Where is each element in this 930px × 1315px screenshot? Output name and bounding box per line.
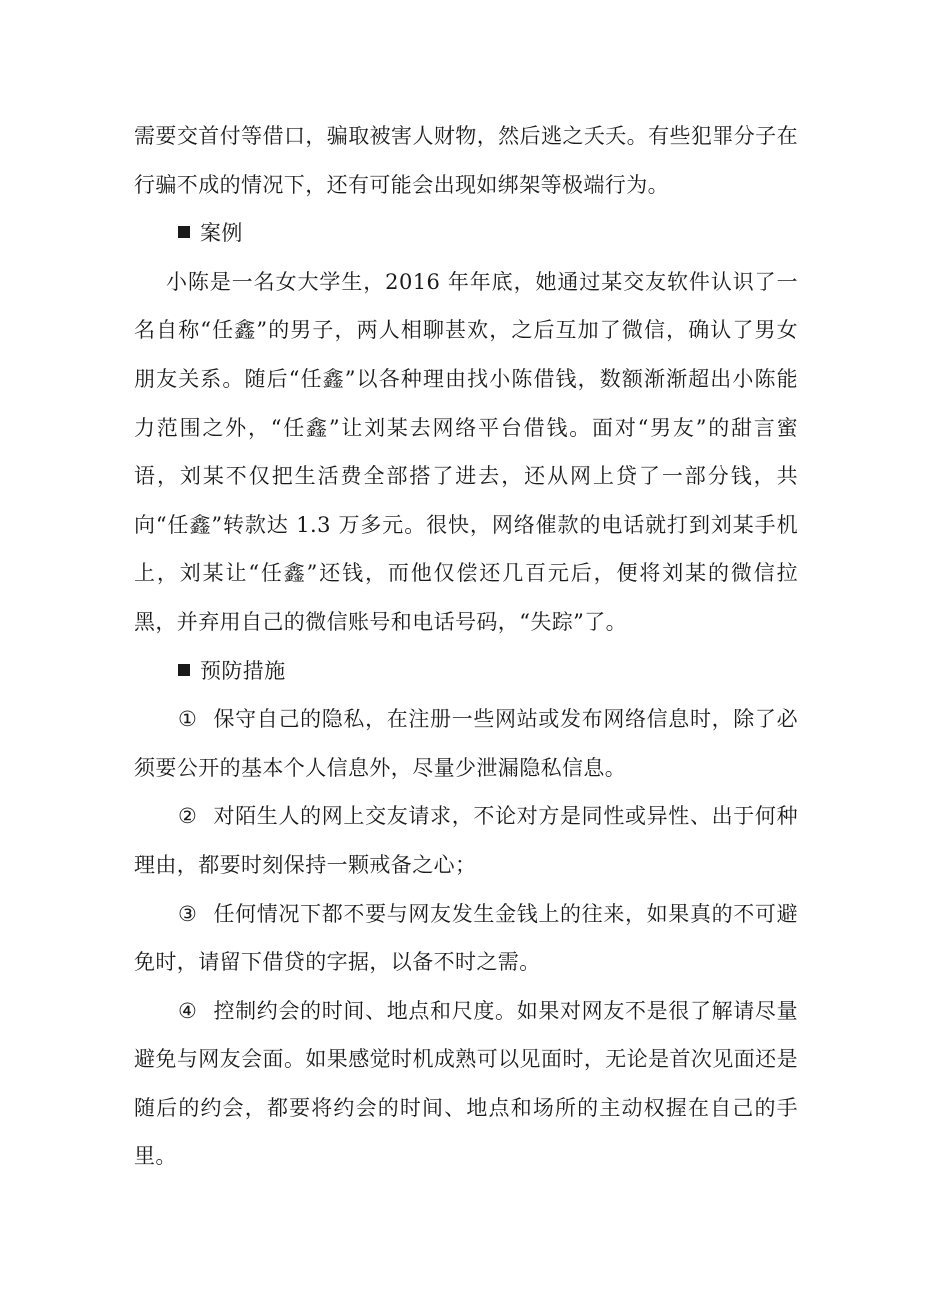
square-bullet-icon	[178, 664, 190, 676]
document-page	[134, 112, 798, 1181]
case-heading-label: 案例	[200, 221, 243, 246]
case-heading	[134, 209, 798, 258]
measure-number: ①	[178, 707, 198, 732]
measure-number: ②	[178, 804, 198, 829]
intro-paragraph: 需要交首付等借口，骗取被害人财物，然后逃之夭夭。有些犯罪分子在行骗不成的情况下，还有可能会出现如绑架等极端行为。	[134, 124, 798, 197]
measure-item-4	[134, 987, 798, 1181]
measure-text: 控制约会的时间、地点和尺度。如果对网友不是很了解请尽量避免与网友会面。如果感觉时机成熟可以见面时，无论是首次见面还是随后的约会，都要将约会的时间、地点和场所的主动权握在自己的手里。	[134, 998, 798, 1169]
measure-text: 任何情况下都不要与网友发生金钱上的往来，如果真的不可避免时，请留下借贷的字据，以备不时之需。	[134, 901, 798, 975]
measure-text: 保守自己的隐私，在注册一些网站或发布网络信息时，除了必须要公开的基本个人信息外，尽量少泄漏隐私信息。	[134, 707, 798, 780]
prevention-heading	[134, 647, 798, 696]
measure-item-2	[134, 792, 798, 889]
measure-item-3	[134, 890, 798, 987]
measure-text: 对陌生人的网上交友请求，不论对方是同性或异性、出于何种理由，都要时刻保持一颗戒备之心；	[134, 804, 798, 877]
case-paragraph: 小陈是一名女大学生，2016 年年底，她通过某交友软件认识了一名自称“任鑫”的男子，两人相聊甚欢，之后互加了微信，确认了男女朋友关系。随后“任鑫”以各种理由找小陈借钱，数额渐渐超出小陈能力范围之外，“任鑫”让刘某去网络平台借钱。面对“男友”的甜言蜜语，刘某不仅把生活费全部搭了进去，还从网上贷了一部分钱，共向“任鑫”转款达 1.3 万多元。很快，网络催款的电话就打到刘某手机上，刘某让“任鑫”还钱，而他仅偿还几百元后，便将刘某的微信拉黑，并弃用自己的微信账号和电话号码，“失踪”了。	[134, 269, 798, 634]
square-bullet-icon	[178, 226, 190, 238]
measure-number: ④	[178, 998, 198, 1023]
measure-item-1	[134, 695, 798, 792]
prevention-heading-label: 预防措施	[200, 658, 286, 683]
measure-number: ③	[178, 901, 198, 926]
